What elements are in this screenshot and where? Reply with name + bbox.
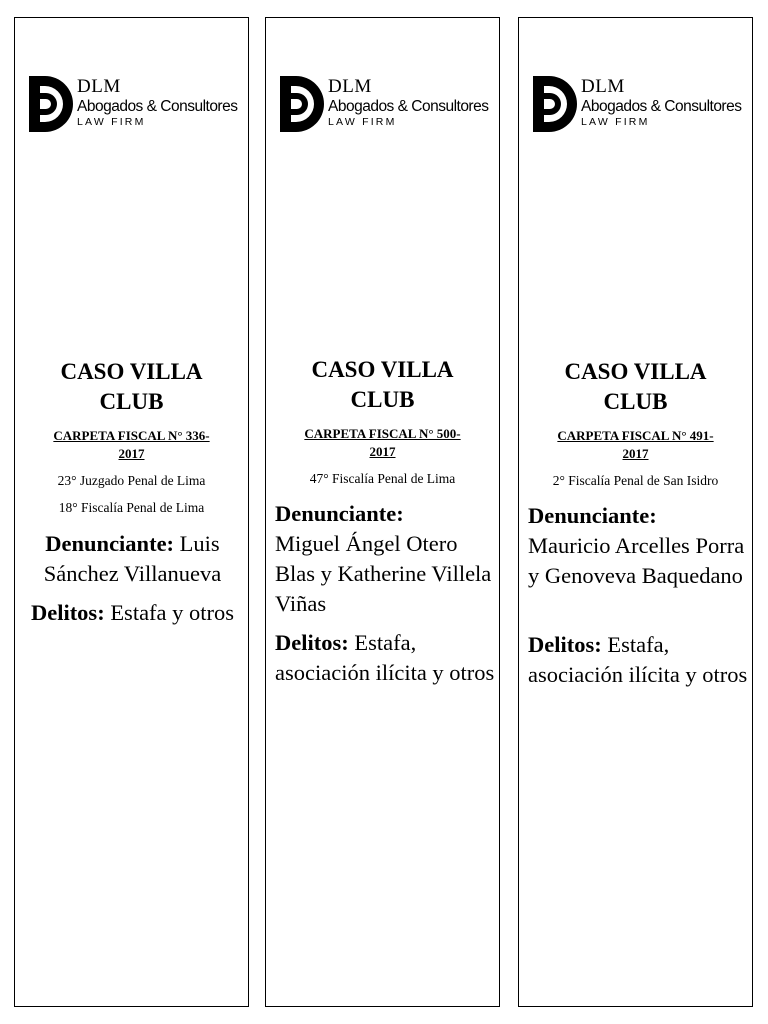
case-title-line-1: CASO VILLA	[60, 359, 203, 384]
denunciante-value: Mauricio Arcelles Porra y Genoveva Baquedano	[528, 533, 745, 588]
case-title-line-2: CLUB	[603, 389, 668, 414]
carpeta-fiscal	[533, 427, 738, 463]
carpeta-line-2: 2017	[622, 446, 649, 461]
case-title	[15, 357, 248, 417]
case-title	[266, 355, 499, 415]
delitos	[275, 628, 497, 688]
firm-logo	[278, 71, 498, 135]
logo-name: DLM	[328, 76, 372, 97]
court-1: 2° Fiscalía Penal de San Isidro	[552, 473, 719, 488]
court-2: 18° Fiscalía Penal de Lima	[58, 500, 205, 515]
delitos	[528, 630, 750, 690]
case-label-card-3	[518, 17, 753, 1007]
case-title	[519, 357, 752, 417]
logo-subtitle: Abogados & Consultores	[581, 98, 742, 115]
delitos-value: Estafa, asociación ilícita y otros	[275, 630, 495, 685]
dlm-logo-icon	[278, 73, 324, 135]
case-title-line-2: CLUB	[350, 387, 415, 412]
denunciante-label: Denunciante:	[45, 531, 175, 556]
logo-tagline: LAW FIRM	[328, 116, 397, 128]
logo-name: DLM	[77, 76, 121, 97]
carpeta-line-1: CARPETA FISCAL N° 500-	[304, 426, 461, 441]
court-1: 23° Juzgado Penal de Lima	[57, 473, 206, 488]
dlm-logo-icon	[27, 73, 73, 135]
case-title-line-1: CASO VILLA	[311, 357, 454, 382]
court-1: 47° Fiscalía Penal de Lima	[309, 471, 456, 486]
delitos-label: Delitos:	[275, 630, 349, 655]
denunciante	[275, 499, 497, 619]
denunciante	[528, 501, 750, 591]
logo-subtitle: Abogados & Consultores	[328, 98, 489, 115]
denunciante-value: Luis Sánchez Villanueva	[43, 531, 222, 586]
case-label-card-1	[14, 17, 249, 1007]
case-title-line-1: CASO VILLA	[564, 359, 707, 384]
carpeta-line-2: 2017	[369, 444, 396, 459]
firm-logo	[27, 71, 247, 135]
carpeta-line-1: CARPETA FISCAL N° 491-	[557, 428, 714, 443]
denunciante-label: Denunciante:	[528, 503, 657, 528]
logo-tagline: LAW FIRM	[581, 116, 650, 128]
carpeta-fiscal	[29, 427, 234, 463]
delitos	[19, 598, 246, 628]
carpeta-fiscal	[280, 425, 485, 461]
carpeta-line-1: CARPETA FISCAL N° 336-	[53, 428, 210, 443]
delitos-label: Delitos:	[528, 632, 602, 657]
delitos-value: Estafa, asociación ilícita y otros	[528, 632, 748, 687]
denunciante-label: Denunciante:	[275, 501, 404, 526]
delitos-value: Estafa y otros	[110, 600, 235, 625]
dlm-logo-icon	[531, 73, 577, 135]
case-label-card-2	[265, 17, 500, 1007]
denunciante	[19, 529, 246, 589]
logo-name: DLM	[581, 76, 625, 97]
firm-logo	[531, 71, 751, 135]
delitos-label: Delitos:	[30, 600, 105, 625]
logo-tagline: LAW FIRM	[77, 116, 146, 128]
logo-subtitle: Abogados & Consultores	[77, 98, 238, 115]
denunciante-value: Miguel Ángel Otero Blas y Katherine Villela Viñas	[275, 531, 492, 616]
carpeta-line-2: 2017	[118, 446, 145, 461]
case-title-line-2: CLUB	[99, 389, 164, 414]
